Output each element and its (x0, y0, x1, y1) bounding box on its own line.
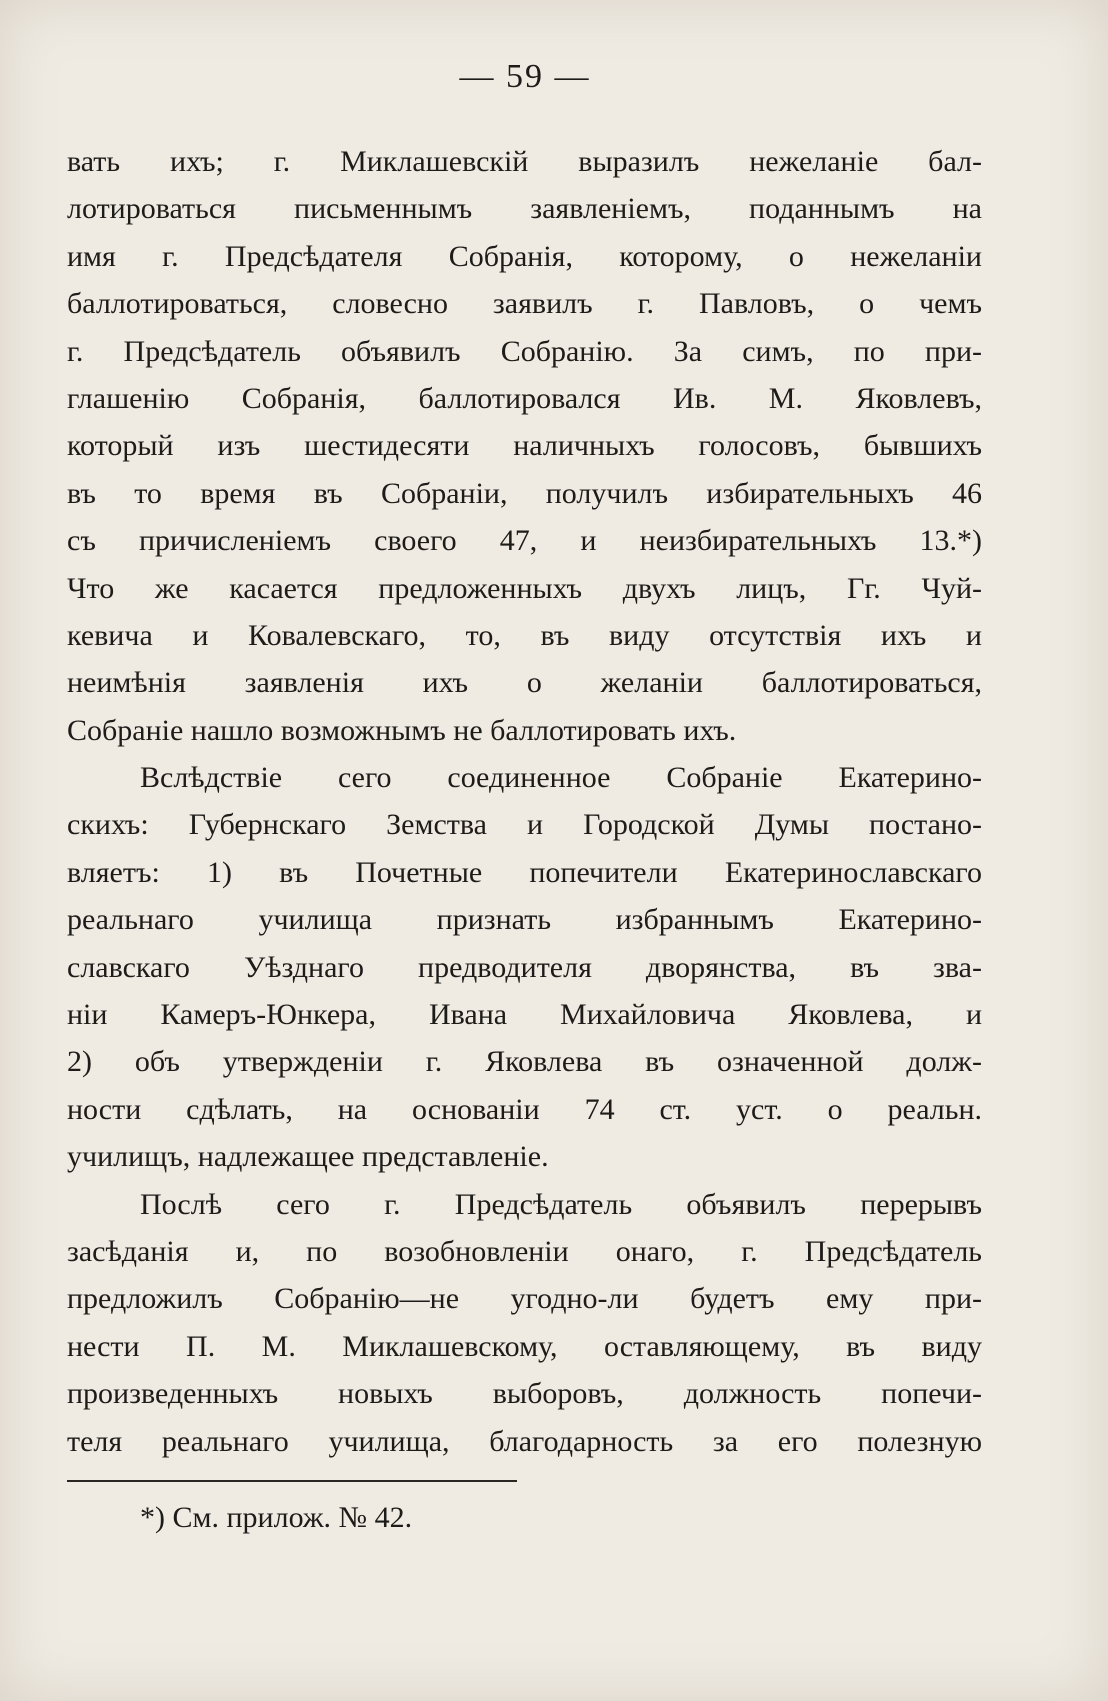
text-line: славскаго Уѣзднаго предводителя дворянства, въ зва- (67, 950, 982, 984)
text-line: глашенію Собранія, баллотировался Ив. М. Яковлевъ, (67, 381, 982, 415)
text-line: баллотироваться, словесно заявилъ г. Павловъ, о чемъ (67, 287, 982, 321)
text-line: училищъ, надлежащее представленіе. (67, 1140, 549, 1174)
text-line: нести П. М. Миклашевскому, оставляющему, въ виду (67, 1329, 982, 1363)
text-line: реальнаго училища признать избраннымъ Екатерино- (67, 903, 982, 937)
footnote-divider (67, 1480, 517, 1482)
text-line: Собраніе нашло возможнымъ не баллотировать ихъ. (67, 713, 737, 747)
text-line: Что же касается предложенныхъ двухъ лицъ, Гг. Чуй- (67, 571, 982, 605)
text-line: вать ихъ; г. Миклашевскій выразилъ нежеланіе бал- (67, 145, 982, 178)
text-line: засѣданія и, по возобновленіи онаго, г. Предсѣдатель (67, 1234, 982, 1268)
text-line: имя г. Предсѣдателя Собранія, которому, о нежеланіи (67, 239, 982, 273)
body-text (67, 138, 982, 1465)
text-line: неимѣнія заявленія ихъ о желаніи баллотироваться, (67, 666, 982, 700)
page-number: — 59 — (459, 58, 591, 95)
text-line: Вслѣдствіе сего соединенное Собраніе Екатерино- (140, 761, 982, 795)
text-line: съ причисленіемъ своего 47, и неизбирательныхъ 13.*) (67, 524, 982, 558)
text-line: скихъ: Губернскаго Земства и Городской Думы постано- (67, 808, 982, 842)
text-line: теля реальнаго училища, благодарность за его полезную (67, 1424, 982, 1458)
footnote: *) См. прилож. № 42. (140, 1501, 413, 1534)
text-line: г. Предсѣдатель объявилъ Собранію. За симъ, по при- (67, 334, 982, 368)
text-line: предложилъ Собранію—не угодно-ли будетъ ему при- (67, 1282, 982, 1316)
text-line: ности сдѣлать, на основаніи 74 ст. уст. о реальн. (67, 1092, 982, 1126)
text-line: кевича и Ковалевскаго, то, въ виду отсутствія ихъ и (67, 618, 982, 652)
text-line: въ то время въ Собраніи, получилъ избирательныхъ 46 (67, 476, 982, 510)
text-line: вляетъ: 1) въ Почетные попечители Екатеринославскаго (67, 855, 982, 889)
text-line: Послѣ сего г. Предсѣдатель объявилъ перерывъ (140, 1187, 982, 1221)
text-line: лотироваться письменнымъ заявленіемъ, поданнымъ на (67, 192, 982, 226)
text-line: 2) объ утвержденіи г. Яковлева въ означенной долж- (67, 1045, 982, 1079)
text-line: ніи Камеръ-Юнкера, Ивана Михайловича Яковлева, и (67, 998, 982, 1032)
text-line: произведенныхъ новыхъ выборовъ, должность попечи- (67, 1377, 982, 1411)
text-line: который изъ шестидесяти наличныхъ голосовъ, бывшихъ (67, 429, 982, 463)
